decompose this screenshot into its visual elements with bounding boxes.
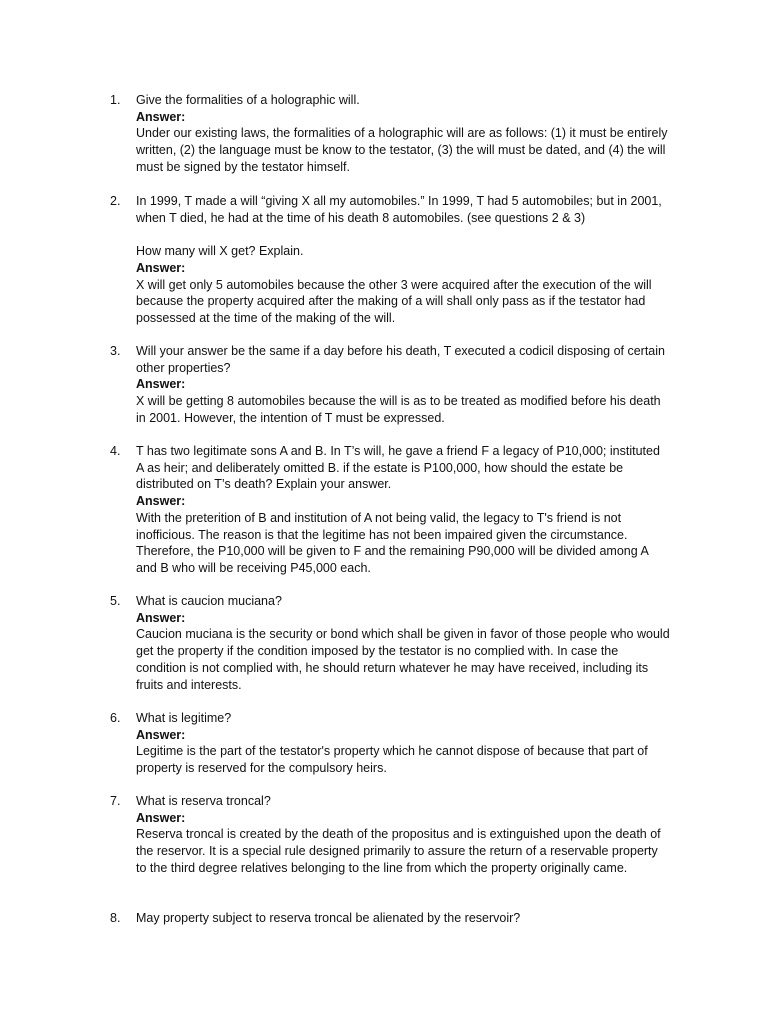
subquestion-text: How many will X get? Explain. [136, 244, 304, 259]
item-number: 6. [110, 711, 121, 725]
answer-text: Under our existing laws, the formalities of a holographic will are as follows: (1) it must be entirely written, (2) the language must be know to the testator, (3) the will must be dated, and (4) the will must be signed by the testator himself. [136, 126, 668, 174]
question-text: What is legitime? [136, 711, 232, 725]
answer-label: Answer: [136, 727, 186, 742]
item-number: 2. [110, 194, 121, 208]
answer-label: Answer: [136, 260, 186, 275]
item-number: 5. [110, 594, 121, 608]
item-body [136, 593, 670, 693]
answer-text: With the preterition of B and institution of A not being valid, the legacy to T's friend is not inofficious. The reason is that the legitime has not been impaired given the circumstance. Therefore, the P10,000 will be given to F and the remaining P90,000 will be divided among A and B who will be receiving P45,000 each. [136, 510, 649, 575]
answer-label: Answer: [136, 377, 186, 392]
item-body [136, 343, 670, 427]
item-number: 1. [110, 93, 121, 107]
item-number: 3. [110, 344, 121, 358]
item-body [136, 443, 670, 577]
answer-text: Legitime is the part of the testator's property which he cannot dispose of because that part of property is reserved for the compulsory heirs. [136, 744, 648, 776]
answer-label: Answer: [136, 494, 186, 509]
item-body [136, 793, 670, 877]
item-body [136, 193, 670, 327]
item-number: 4. [110, 444, 121, 458]
answer-text: X will get only 5 automobiles because the other 3 were acquired after the execution of the will because the property acquired after the making of a will shall only pass as if the testator had possessed at the time of the making of the will. [136, 277, 652, 325]
question-text: What is reserva troncal? [136, 794, 271, 808]
item-body [136, 910, 670, 927]
item-number: 7. [110, 794, 121, 808]
question-text: In 1999, T made a will “giving X all my automobiles.” In 1999, T had 5 automobiles; but in 2001, when T died, he had at the time of his death 8 automobiles. (see questions 2 & 3) [136, 194, 662, 225]
answer-text: X will be getting 8 automobiles because the will is as to be treated as modified before his death in 2001. However, the intention of T must be expressed. [136, 394, 661, 425]
question-text: T has two legitimate sons A and B. In T’s will, he gave a friend F a legacy of P10,000; instituted A as heir; and deliberately omitted B. if the estate is P100,000, how should the estate be distributed on T’s death? Explain your answer. [136, 444, 660, 492]
question-text: What is caucion muciana? [136, 594, 282, 608]
item-body [136, 92, 670, 176]
answer-label: Answer: [136, 610, 186, 625]
item-body [136, 710, 670, 777]
question-text: Will your answer be the same if a day before his death, T executed a codicil disposing of certain other properties? [136, 344, 665, 375]
answer-label: Answer: [136, 810, 186, 825]
answer-label: Answer: [136, 109, 186, 124]
item-number: 8. [110, 911, 121, 925]
question-text: May property subject to reserva troncal be alienated by the reservoir? [136, 911, 521, 925]
answer-text: Reserva troncal is created by the death of the propositus and is extinguished upon the death of the reservor. It is a special rule designed primarily to assure the return of a reservable property to the third degree relatives belonging to the line from which the property originally came. [136, 827, 661, 875]
question-text: Give the formalities of a holographic will. [136, 93, 360, 107]
answer-text: Caucion muciana is the security or bond which shall be given in favor of those people who would get the property if the condition imposed by the testator is no complied with. In case the condition is not complied with, he should return whatever he may have received, including its fruits and interests. [136, 627, 670, 692]
